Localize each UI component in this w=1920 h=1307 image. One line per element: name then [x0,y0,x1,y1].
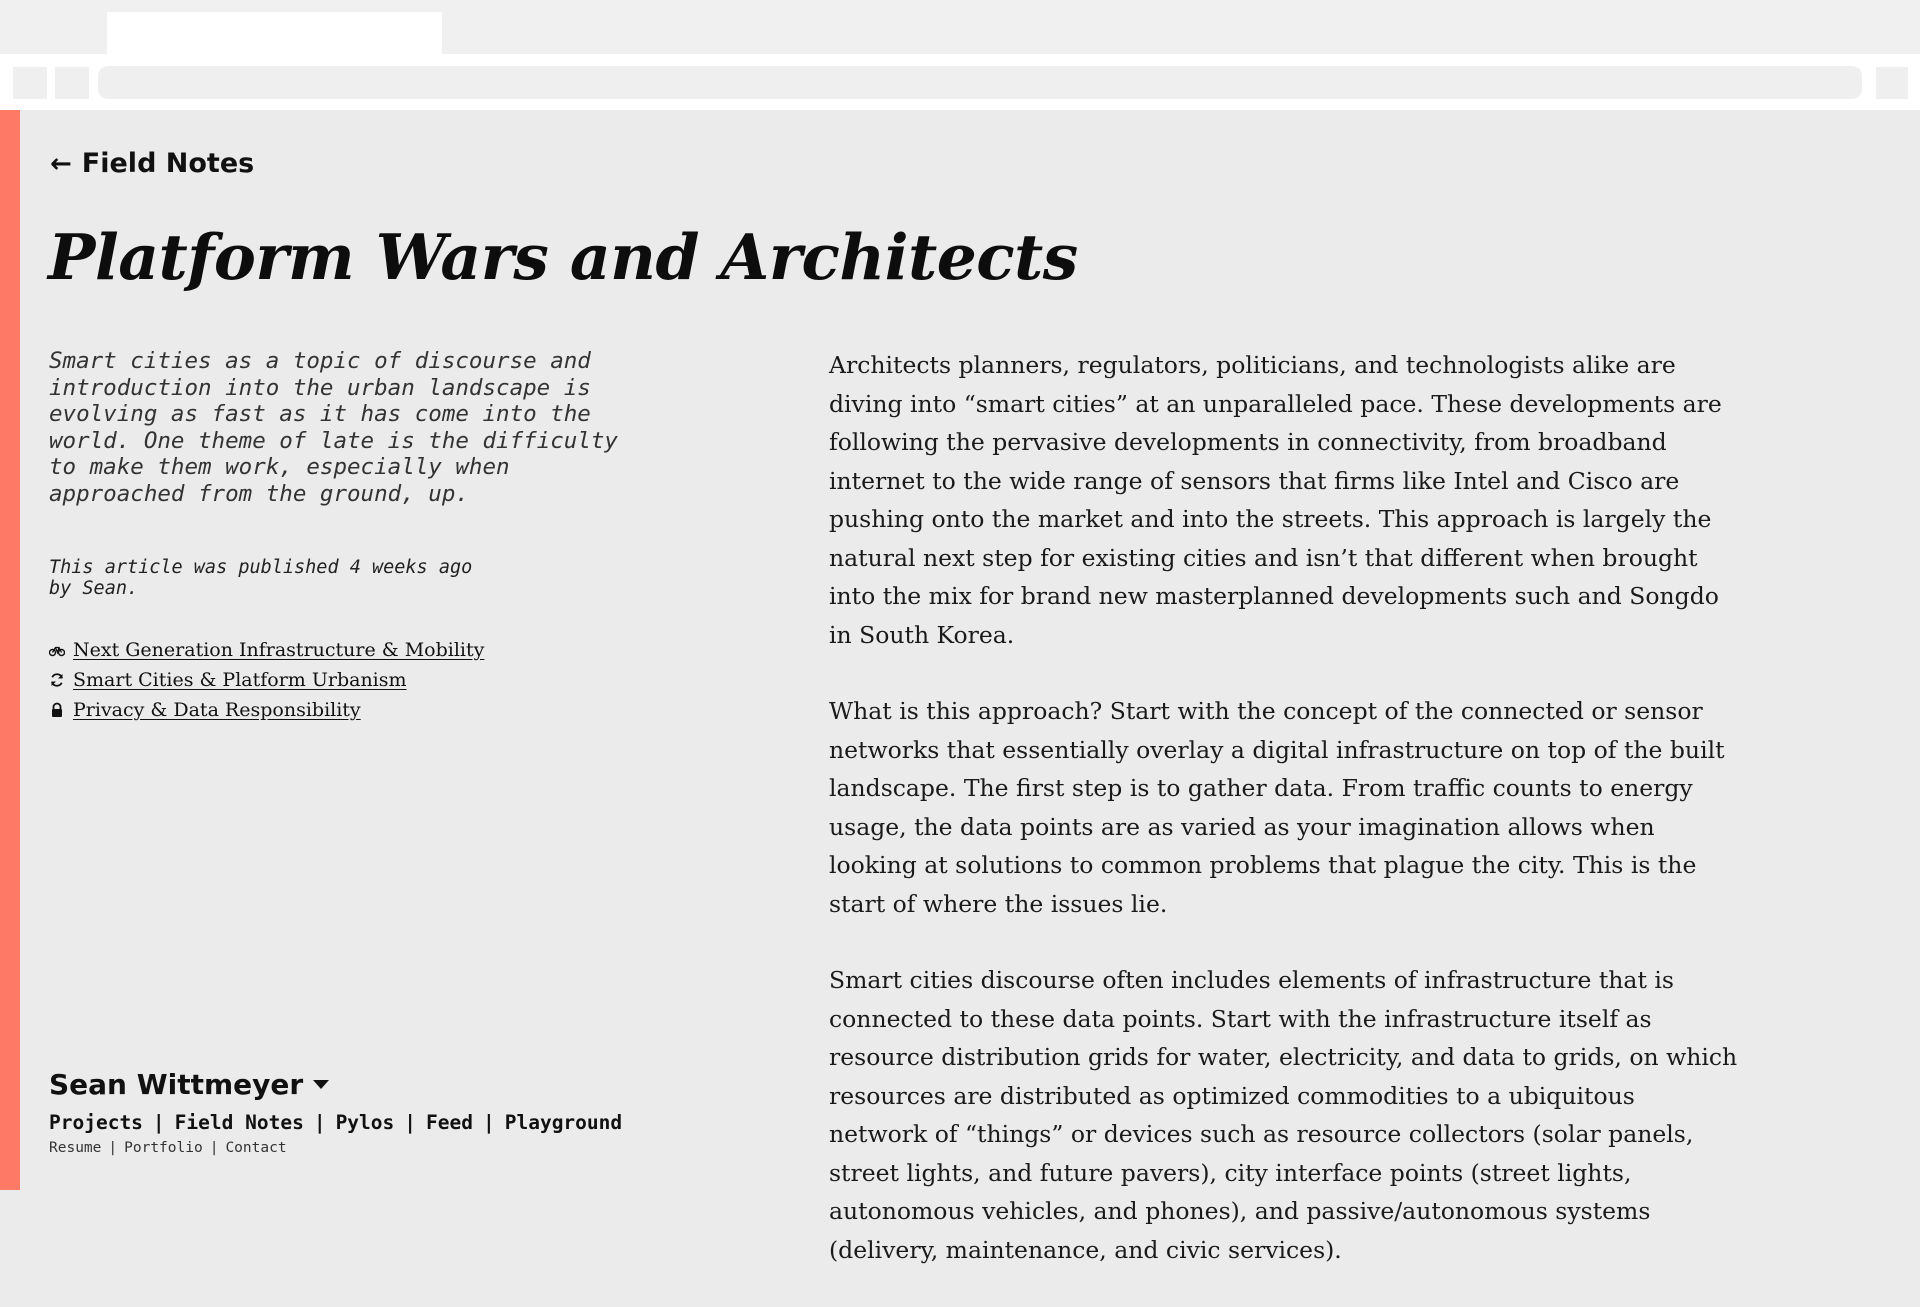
lock-icon [49,702,65,718]
article-body [829,346,1739,1307]
tag-list [49,635,649,725]
browser-toolbar [0,54,1920,110]
nav-link-playground[interactable]: Playground [504,1111,623,1134]
publication-info: This article was published 4 weeks ago by Sean. [49,557,473,599]
nav-link-pylos[interactable]: Pylos [335,1111,395,1134]
nav-link-projects[interactable]: Projects [49,1111,143,1134]
secondary-nav [49,1140,622,1156]
browser-tab-active[interactable] [107,12,442,54]
tag-link[interactable]: Next Generation Infrastructure & Mobility [73,639,485,661]
nav-separator: | [313,1111,326,1134]
primary-nav [49,1111,622,1134]
nav-separator: | [404,1111,417,1134]
article-sidebar [49,348,649,725]
author-menu[interactable] [49,1068,622,1101]
nav-link-resume[interactable]: Resume [49,1140,102,1156]
tag-link[interactable]: Privacy & Data Responsibility [73,699,361,721]
refresh-icon [49,672,65,688]
tag-item [49,695,649,725]
tag-link[interactable]: Smart Cities & Platform Urbanism [73,669,407,691]
nav-separator: | [482,1111,495,1134]
browser-menu-button[interactable] [1876,67,1908,99]
browser-forward-button[interactable] [55,67,89,99]
browser-tab-strip [0,0,1920,54]
nav-separator: | [108,1140,118,1156]
nav-link-contact[interactable]: Contact [225,1140,287,1156]
nav-link-field-notes[interactable]: Field Notes [174,1111,304,1134]
site-footer-nav [49,1068,622,1156]
nav-separator: | [209,1140,219,1156]
nav-link-feed[interactable]: Feed [426,1111,473,1134]
browser-back-button[interactable] [13,67,47,99]
accent-bar [0,110,20,1190]
address-bar[interactable] [98,66,1862,99]
arrow-left-icon: ← [50,148,72,179]
nav-separator: | [152,1111,165,1134]
author-name: Sean Wittmeyer [49,1068,304,1101]
article-summary: Smart cities as a topic of discourse and introduction into the urban landscape is evolving as fast as it has come into the world. One theme of late is the difficulty to make them work, especially when approached from the ground, up. [49,348,618,507]
back-to-field-notes-link[interactable] [50,148,254,179]
article-paragraph: What is this approach? Start with the concept of the connected or sensor networks that essentially overlay a digital infrastructure on top of the built landscape. The first step is to gather data. From traffic counts to energy usage, the data points are as varied as your imagination allows when looking at solutions to common problems that plague the city. This is the start of where the issues lie. [829,697,1725,918]
tag-item [49,665,649,695]
article-paragraph: Architects planners, regulators, politicians, and technologists alike are diving into “smart cities” at an unparalleled pace. These developments are following the pervasive developments in connectivity, from broadband internet to the wide range of sensors that firms like Intel and Cisco are pushing onto the market and into the streets. This approach is largely the natural next step for existing cities and isn’t that different when brought into the mix for brand new masterplanned developments such and Songdo in South Korea. [829,351,1722,649]
article-paragraph: Smart cities discourse often includes elements of infrastructure that is connected to these data points. Start with the infrastructure itself as resource distribution grids for water, electricity, and data to grids, on which resources are distributed as optimized commodities to a ubiquitous network of “things” or devices such as resource collectors (solar panels, street lights, and future pavers), city interface points (street lights, autonomous vehicles, and phones), and passive/autonomous systems (delivery, maintenance, and civic services). [829,966,1738,1264]
bicycle-icon [49,642,65,658]
tag-item [49,635,649,665]
page-content [20,110,1920,1264]
back-link-label: Field Notes [81,148,255,179]
page-title: Platform Wars and Architects [48,220,1078,294]
nav-link-portfolio[interactable]: Portfolio [124,1140,203,1156]
caret-down-icon [313,1080,329,1089]
